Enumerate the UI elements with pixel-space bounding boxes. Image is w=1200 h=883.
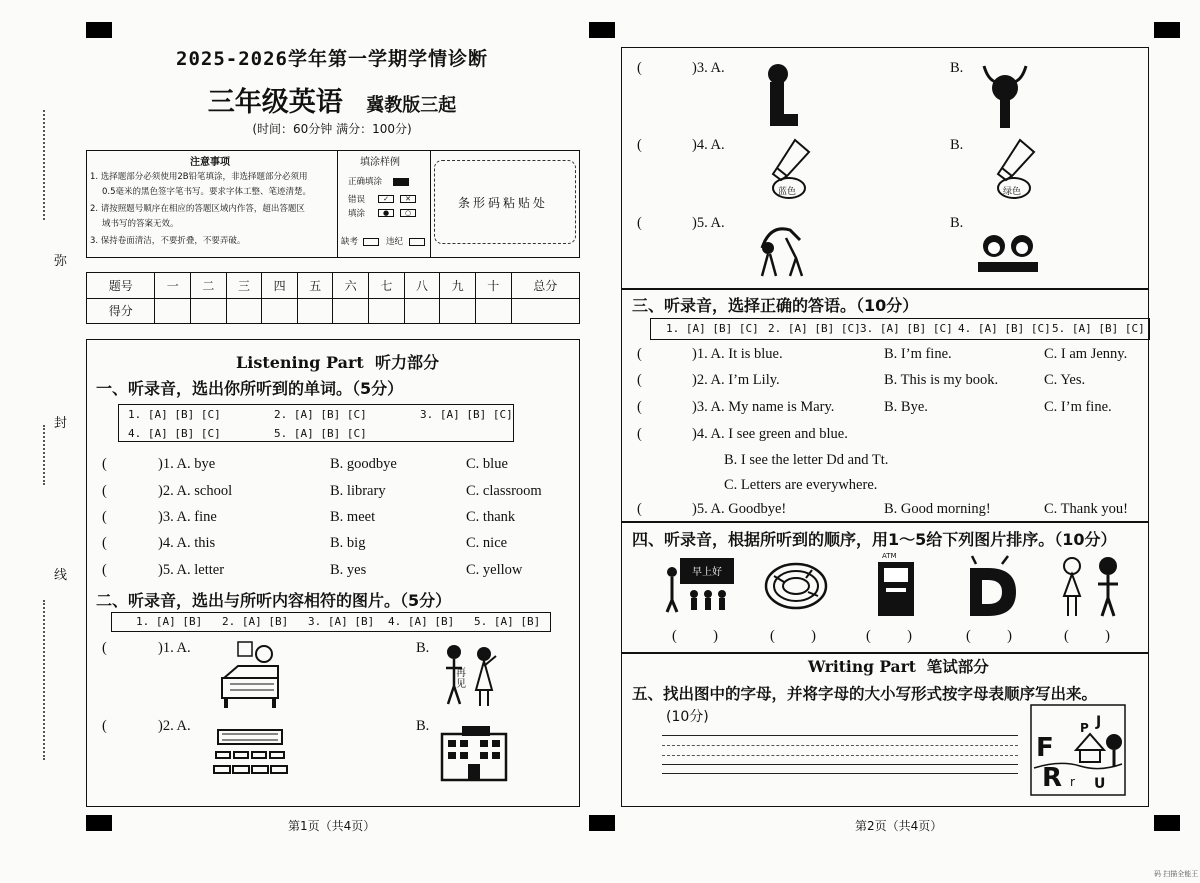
svg-text:U: U xyxy=(1094,776,1106,792)
question-a: )4. A. I see green and blue. xyxy=(692,426,848,442)
sample-wrong-box: ● xyxy=(378,209,394,217)
question-a: )3. A. fine xyxy=(158,509,217,525)
seal-dotted-line xyxy=(43,425,45,485)
writing-line[interactable] xyxy=(662,764,1018,765)
seal-char: 线 xyxy=(54,568,68,583)
bracket-open: ( xyxy=(102,509,107,525)
score-cell: 五 xyxy=(297,273,333,299)
registration-mark xyxy=(1154,22,1180,38)
question-b: B. meet xyxy=(330,509,376,525)
exam-term-title: 2025-2026学年第一学期学情诊断 xyxy=(176,48,488,70)
score-cell: 二 xyxy=(191,273,227,299)
answer-choice[interactable]: 1. [A] [B] [C] xyxy=(666,322,759,335)
score-cell: 六 xyxy=(333,273,369,299)
writing-line[interactable] xyxy=(662,745,1018,746)
bracket-open: ( xyxy=(102,562,107,578)
question-a: )2. A. school xyxy=(158,483,233,499)
score-entry[interactable] xyxy=(333,298,369,324)
page2-top-box xyxy=(621,47,1149,289)
question-c: C. yellow xyxy=(466,562,523,578)
children-at-desk-image xyxy=(976,232,1040,278)
question-a: )5. A. Goodbye! xyxy=(692,501,787,517)
violation-label: 违纪 xyxy=(386,237,404,247)
answer-choice[interactable]: 5. [A] [B] [C] xyxy=(1052,322,1145,335)
seal-dotted-line xyxy=(43,110,45,220)
barcode-label: 条形码粘贴处 xyxy=(458,196,549,210)
score-cell: 三 xyxy=(226,273,262,299)
edition-label: 冀教版三起 xyxy=(366,95,457,116)
bracket-open: ( xyxy=(637,399,642,415)
seal-dotted-line xyxy=(43,600,45,760)
sample-correct-label: 正确填涂 xyxy=(348,177,383,187)
score-cell: 九 xyxy=(440,273,476,299)
svg-text:J: J xyxy=(1096,714,1102,730)
letter-d-character-image xyxy=(962,554,1020,620)
score-table xyxy=(86,272,580,324)
score-cell: 得分 xyxy=(87,298,155,324)
notice-item: 3. 保持卷面清洁，不要折叠，不要弄破。 xyxy=(90,236,246,246)
option-b: B. xyxy=(950,60,964,76)
page1-footer: 第1页（共4页） xyxy=(288,819,376,833)
question-a: )1. A. It is blue. xyxy=(692,346,783,362)
question-b: B. library xyxy=(330,483,386,499)
answer-choice[interactable]: 1. [A] [B] [C] xyxy=(128,408,221,421)
notice-item: 2. 请按照题号顺序在相应的答题区域内作答，超出答题区 xyxy=(90,204,305,214)
svg-text:F: F xyxy=(1036,733,1054,763)
option-b: B. xyxy=(950,215,964,231)
svg-text:P: P xyxy=(1080,721,1089,735)
answer-choice[interactable]: 3. [A] [B] [C] xyxy=(420,408,513,421)
score-entry[interactable] xyxy=(440,298,476,324)
question-a: )4. A. this xyxy=(158,535,216,551)
score-entry[interactable] xyxy=(191,298,227,324)
absent-box[interactable] xyxy=(363,238,379,246)
order-blank[interactable]: ( ) xyxy=(770,628,816,644)
notice-item: 0.5毫米的黑色签字笔书写。要求字体工整、笔迹清楚。 xyxy=(102,187,312,197)
bracket-open: ( xyxy=(102,640,107,656)
question-c: C. blue xyxy=(466,456,508,472)
zaijian-label: 再见 xyxy=(456,668,466,690)
question-b: B. goodbye xyxy=(330,456,397,472)
registration-mark xyxy=(1154,815,1180,831)
section2-title: 二、听录音，选出与所听内容相符的图片。（5分） xyxy=(96,591,452,610)
seal-char: 弥 xyxy=(54,254,68,269)
registration-mark xyxy=(589,22,615,38)
bracket-open: ( xyxy=(637,215,642,231)
bracket-open: ( xyxy=(637,501,642,517)
svg-text:r: r xyxy=(1070,775,1075,789)
writing-line[interactable] xyxy=(662,773,1018,774)
writing-line[interactable] xyxy=(662,755,1018,756)
two-children-image xyxy=(1058,554,1128,618)
score-entry[interactable] xyxy=(297,298,333,324)
exam-title xyxy=(84,80,580,119)
notice-divider xyxy=(430,150,431,258)
writing-title: Writing Part 笔试部分 xyxy=(808,657,989,676)
answer-choice[interactable]: 3. [A] [B] [C] xyxy=(860,322,953,335)
score-cell: 总分 xyxy=(511,273,579,299)
people-greeting-image xyxy=(756,218,808,280)
order-blank[interactable]: ( ) xyxy=(1064,628,1110,644)
library-building-image xyxy=(438,724,510,782)
classroom-image xyxy=(212,728,288,780)
seal-char: 封 xyxy=(54,416,68,431)
score-cell: 七 xyxy=(369,273,405,299)
option-b: B. xyxy=(416,718,430,734)
answer-choice[interactable]: 1. [A] [B] xyxy=(136,615,203,628)
sample-wrong-box: ✕ xyxy=(400,195,416,203)
notice-item: 1. 选择题部分必须使用2B铅笔填涂，非选择题部分必须用 xyxy=(90,172,308,182)
bracket-open: ( xyxy=(637,60,642,76)
question-a: )1. A. bye xyxy=(158,456,216,472)
answer-choice[interactable]: 2. [A] [B] [C] xyxy=(274,408,367,421)
atm-label: ATM xyxy=(882,552,897,560)
score-entry[interactable] xyxy=(404,298,440,324)
exam-info: (时间：60分钟 满分：100分) xyxy=(252,122,412,136)
question-a: )3. A. My name is Mary. xyxy=(692,399,835,415)
notice-item: 域书写的答案无效。 xyxy=(102,219,179,229)
maze-image xyxy=(764,560,828,612)
question-c: C. Letters are everywhere. xyxy=(724,477,878,493)
section5-title: 五、找出图中的字母，并将字母的大小写形式按字母表顺序写出来。 xyxy=(632,685,1098,703)
question-a: )2. A. xyxy=(158,718,191,734)
bracket-open: ( xyxy=(637,372,642,388)
section4-title: 四、听录音，根据所听到的顺序，用1～5给下列图片排序。（10分） xyxy=(632,530,1117,549)
question-c: C. thank xyxy=(466,509,516,525)
question-b: B. Bye. xyxy=(884,399,928,415)
question-c: C. Yes. xyxy=(1044,372,1086,388)
score-entry[interactable] xyxy=(475,298,511,324)
answer-choice[interactable]: 3. [A] [B] xyxy=(308,615,375,628)
question-b: B. This is my book. xyxy=(884,372,999,388)
question-b: B. Good morning! xyxy=(884,501,991,517)
question-a: )5. A. xyxy=(692,215,725,231)
question-b: B. yes xyxy=(330,562,367,578)
score-cell: 八 xyxy=(404,273,440,299)
bracket-open: ( xyxy=(102,483,107,499)
waving-goodbye-image xyxy=(440,642,502,712)
sample-title: 填涂样例 xyxy=(360,157,400,168)
question-c: C. I am Jenny. xyxy=(1044,346,1128,362)
score-entry[interactable] xyxy=(155,298,191,324)
question-c: C. Thank you! xyxy=(1044,501,1128,517)
answer-choice[interactable]: 4. [A] [B] xyxy=(388,615,455,628)
page2-footer: 第2页（共4页） xyxy=(855,819,943,833)
option-b: B. xyxy=(416,640,430,656)
score-entry[interactable] xyxy=(511,298,579,324)
question-a: )5. A. letter xyxy=(158,562,225,578)
sample-wrong-box: ✓ xyxy=(378,195,394,203)
absent-label: 缺考 xyxy=(341,237,359,247)
section3-title: 三、听录音，选择正确的答语。（10分） xyxy=(632,296,919,315)
listening-title: Listening Part 听力部分 xyxy=(236,353,439,372)
bracket-open: ( xyxy=(102,456,107,472)
question-a: )3. A. xyxy=(692,60,725,76)
letter-scene-image xyxy=(1030,704,1126,796)
answer-choice[interactable]: 2. [A] [B] xyxy=(222,615,289,628)
notice-title: 注意事项 xyxy=(190,157,230,168)
question-c: C. I’m fine. xyxy=(1044,399,1112,415)
question-b: B. big xyxy=(330,535,366,551)
sleeping-child-image xyxy=(220,640,282,712)
question-b: B. I’m fine. xyxy=(884,346,952,362)
order-blank[interactable]: ( ) xyxy=(966,628,1012,644)
bracket-open: ( xyxy=(102,535,107,551)
blue-paint-label: 蓝色 xyxy=(778,187,797,197)
answer-choice[interactable]: 4. [A] [B] [C] xyxy=(128,427,221,440)
section1-title: 一、听录音，选出你所听到的单词。（5分） xyxy=(96,379,404,398)
option-b: B. xyxy=(950,137,964,153)
bracket-open: ( xyxy=(102,718,107,734)
svg-text:R: R xyxy=(1042,763,1063,793)
score-entry[interactable] xyxy=(226,298,262,324)
question-b: B. I see the letter Dd and Tt. xyxy=(724,452,889,468)
bracket-open: ( xyxy=(637,137,642,153)
sample-wrong-label: 填涂 xyxy=(348,209,366,219)
score-cell: 四 xyxy=(262,273,298,299)
bracket-open: ( xyxy=(637,426,642,442)
answer-choice[interactable]: 2. [A] [B] [C] xyxy=(768,322,861,335)
score-cell: 题号 xyxy=(87,273,155,299)
sample-correct-fill xyxy=(393,178,409,186)
score-cell: 一 xyxy=(155,273,191,299)
sample-wrong-label: 错误 xyxy=(348,195,366,205)
green-paint-label: 绿色 xyxy=(1003,187,1022,197)
registration-mark xyxy=(86,22,112,38)
writing-line[interactable] xyxy=(662,735,1018,736)
score-entry[interactable] xyxy=(369,298,405,324)
horned-letter-character-image xyxy=(980,62,1030,132)
question-c: C. classroom xyxy=(466,483,542,499)
section5-score: (10分) xyxy=(666,709,709,725)
notice-divider xyxy=(337,150,338,258)
order-blank[interactable]: ( ) xyxy=(672,628,718,644)
answer-choice[interactable]: 5. [A] [B] xyxy=(474,615,541,628)
scanner-watermark: 码 扫描全能王 xyxy=(1154,870,1199,878)
order-blank[interactable]: ( ) xyxy=(866,628,912,644)
question-a: )1. A. xyxy=(158,640,191,656)
answer-choice[interactable]: 4. [A] [B] [C] xyxy=(958,322,1051,335)
good-morning-board-text: 早上好 xyxy=(692,567,722,578)
score-entry[interactable] xyxy=(262,298,298,324)
answer-choice[interactable]: 5. [A] [B] [C] xyxy=(274,427,367,440)
letter-l-character-image xyxy=(760,62,800,132)
sample-wrong-box: ○ xyxy=(400,209,416,217)
question-a: )4. A. xyxy=(692,137,725,153)
violation-box[interactable] xyxy=(409,238,425,246)
registration-mark xyxy=(589,815,615,831)
score-cell: 十 xyxy=(475,273,511,299)
atm-machine-image xyxy=(874,552,918,618)
question-a: )2. A. I’m Lily. xyxy=(692,372,780,388)
subject-title: 三年级英语 xyxy=(207,87,343,118)
question-c: C. nice xyxy=(466,535,508,551)
registration-mark xyxy=(86,815,112,831)
bracket-open: ( xyxy=(637,346,642,362)
